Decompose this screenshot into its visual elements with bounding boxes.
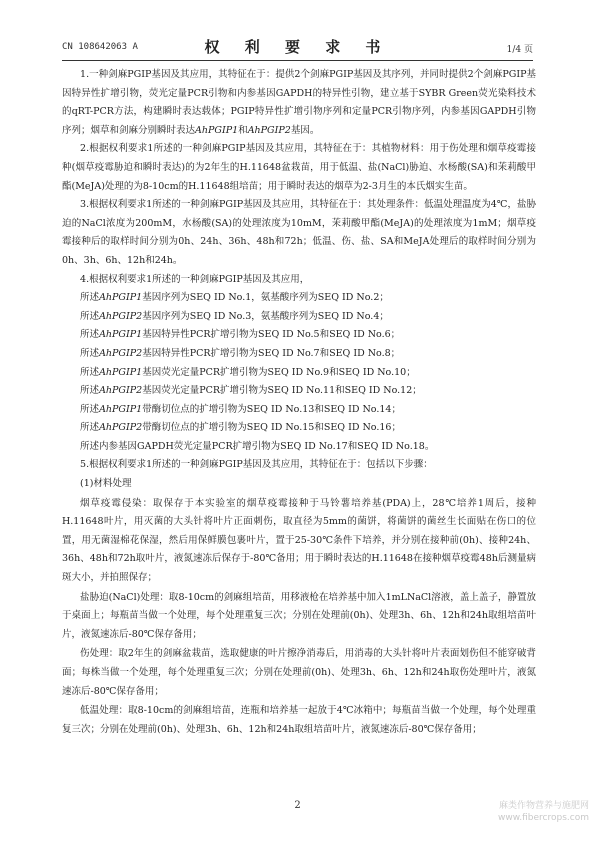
sequence-item-text: 基因荧光定量PCR扩增引物为SEQ ID No.9和SEQ ID No.10； bbox=[142, 366, 416, 378]
gene-name: AhPGIP2 bbox=[99, 422, 143, 434]
sequence-item bbox=[62, 308, 536, 327]
sequence-item-text: 所述内参基因GAPDH荧光定量PCR扩增引物为SEQ ID No.17和SEQ ID No.18。 bbox=[80, 440, 435, 452]
sequence-item bbox=[62, 401, 536, 420]
sequence-item-text: 基因序列为SEQ ID No.1，氨基酸序列为SEQ ID No.2； bbox=[142, 292, 389, 304]
sequence-item-text: 基因特异性PCR扩增引物为SEQ ID No.5和SEQ ID No.6； bbox=[142, 329, 401, 341]
sequence-item bbox=[62, 438, 536, 457]
sequence-item-text: 所述 bbox=[80, 329, 100, 341]
watermark-line-2: www.fibercrops.com bbox=[498, 813, 589, 823]
gene-name: AhPGIP2 bbox=[99, 347, 143, 359]
sequence-item-text: 所述 bbox=[80, 385, 100, 397]
cold-treatment-paragraph: 低温处理：取8-10cm的剑麻组培苗，连瓶和培养基一起放于4℃冰箱中；每瓶苗当做一个处理，每个处理重复三次；分别在处理前(0h)、处理3h、6h、12h和24h取组培苗叶片，液氮速冻后-80℃保存备用； bbox=[62, 705, 536, 735]
sequence-item-text: 所述 bbox=[80, 292, 100, 304]
claim-5-subheading: (1)材料处理 bbox=[80, 478, 132, 490]
claim-4: 4.根据权利要求1所述的一种剑麻PGIP基因及其应用， bbox=[80, 273, 310, 285]
gene-name: AhPGIP2 bbox=[99, 310, 143, 322]
claims-body bbox=[62, 66, 536, 739]
sequence-item bbox=[62, 382, 536, 401]
sequence-item-text: 所述 bbox=[80, 347, 100, 359]
page-number: 2 bbox=[294, 800, 301, 811]
sequence-item bbox=[62, 364, 536, 383]
gene-name: AhPGIP2 bbox=[247, 124, 291, 136]
salt-stress-paragraph: 盐胁迫(NaCl)处理：取8-10cm的剑麻组培苗，用移液枪在培养基中加入1mLNaCl溶液，盖上盖子，静置放于桌面上；每瓶苗当做一个处理，每个处理重复三次；分别在处理前(0h)、处理3h、6h、12h和24h取组培苗叶片，液氮速冻后-80℃保存备用； bbox=[62, 591, 536, 640]
watermark-line-1: 麻类作物营养与施肥网 bbox=[498, 801, 589, 811]
sequence-item bbox=[62, 345, 536, 364]
sequence-item-text: 所述 bbox=[80, 422, 100, 434]
gene-name: AhPGIP1 bbox=[99, 366, 143, 378]
page-title: 权 利 要 求 书 bbox=[204, 38, 391, 56]
sequence-item bbox=[62, 289, 536, 308]
sequence-item-text: 所述 bbox=[80, 366, 100, 378]
sequence-list bbox=[62, 289, 536, 456]
sequence-item-text: 基因荧光定量PCR扩增引物为SEQ ID No.11和SEQ ID No.12； bbox=[142, 385, 422, 397]
claim-1-text: 基因。 bbox=[290, 124, 320, 136]
page-header bbox=[62, 36, 533, 58]
page-reference: 1/4 页 bbox=[506, 45, 533, 55]
gene-name: AhPGIP2 bbox=[99, 385, 143, 397]
claim-1-text: 1.一种剑麻PGIP基因及其应用，其特征在于：提供2个剑麻PGIP基因及其序列，并同时提供2个剑麻PGIP基因特异性扩增引物，荧光定量PCR引物和内参基因GAPDH的特异性引物，建立基于SYBR Green荧光染料技术的qRT-PCR方法，构建瞬时表达载体；PGIP特异性扩增引物序列和定量PCR引物序列，内参基因GAPDH引物序列；烟草和剑麻分别瞬时表达 bbox=[62, 69, 536, 136]
sequence-item-text: 带酶切位点的扩增引物为SEQ ID No.15和SEQ ID No.16； bbox=[142, 422, 401, 434]
sequence-item-text: 所述 bbox=[80, 310, 100, 322]
claim-1-text: 和 bbox=[238, 124, 248, 136]
sequence-item-text: 基因序列为SEQ ID No.3，氨基酸序列为SEQ ID No.4； bbox=[142, 310, 389, 322]
gene-name: AhPGIP1 bbox=[99, 403, 143, 415]
claim-2: 2.根据权利要求1所述的一种剑麻PGIP基因及其应用，其特征在于：其植物材料：用于伤处理和烟草疫霉接种(烟草疫霉胁迫和瞬时表达)的为2年生的H.11648盆栽苗，用于低温、盐(NaCl)胁迫、水杨酸(SA)和茉莉酸甲酯(MeJA)处理的为8-10cm的H.11648组培苗；用于瞬时表达的烟草为2-3月生的本氏烟实生苗。 bbox=[62, 143, 536, 192]
claim-1 bbox=[62, 66, 536, 140]
wound-treatment-paragraph: 伤处理：取2年生的剑麻盆栽苗，选取健康的叶片擦净消毒后，用消毒的大头针将叶片表面划伤但不能穿破背面；每株当做一个处理，每个处理重复三次；分别在处理前(0h)、处理3h、6h、12h和24h取伤处理叶片，液氮速冻后-80℃保存备用； bbox=[62, 648, 536, 697]
gene-name: AhPGIP1 bbox=[99, 329, 143, 341]
infection-treatment-paragraph: 烟草疫霉侵染：取保存于本实验室的烟草疫霉接种于马铃薯培养基(PDA)上，28℃培养1周后，接种H.11648叶片，用灭菌的大头针将叶片正面刺伤，取直径为5mm的菌饼，将菌饼的菌丝生长面贴在伤口的位置，用无菌湿棉花保湿，然后用保鲜膜包裹叶片，置于25-30℃条件下培养，并分别在接种前(0h)、接种24h、36h、48h和72h取叶片，液氮速冻后保存于-80℃备用；用于瞬时表达的H.11648在接种烟草疫霉48h后测量病斑大小，并拍照保存； bbox=[62, 497, 536, 584]
gene-name: AhPGIP1 bbox=[195, 124, 239, 136]
claim-5: 5.根据权利要求1所述的一种剑麻PGIP基因及其应用，其特征在于：包括以下步骤： bbox=[80, 459, 433, 471]
claim-3: 3.根据权利要求1所述的一种剑麻PGIP基因及其应用，其特征在于：其处理条件：低温处理温度为4℃，盐胁迫的NaCl浓度为200mM，水杨酸(SA)的处理浓度为10mM，茉莉酸甲酯(MeJA)的处理浓度为1mM；烟草疫霉接种后的取样时间分别为0h、24h、36h、48h和72h；低温、伤、盐、SA和MeJA处理后的取样时间分别为0h、3h、6h、12h和24h。 bbox=[62, 199, 536, 266]
sequence-item bbox=[62, 326, 536, 345]
sequence-item bbox=[62, 419, 536, 438]
sequence-item-text: 带酶切位点的扩增引物为SEQ ID No.13和SEQ ID No.14； bbox=[142, 403, 401, 415]
site-watermark bbox=[498, 800, 589, 824]
header-divider bbox=[62, 60, 533, 61]
publication-number: CN 108642063 A bbox=[62, 42, 138, 52]
sequence-item-text: 所述 bbox=[80, 403, 100, 415]
sequence-item-text: 基因特异性PCR扩增引物为SEQ ID No.7和SEQ ID No.8； bbox=[142, 347, 401, 359]
gene-name: AhPGIP1 bbox=[99, 292, 143, 304]
